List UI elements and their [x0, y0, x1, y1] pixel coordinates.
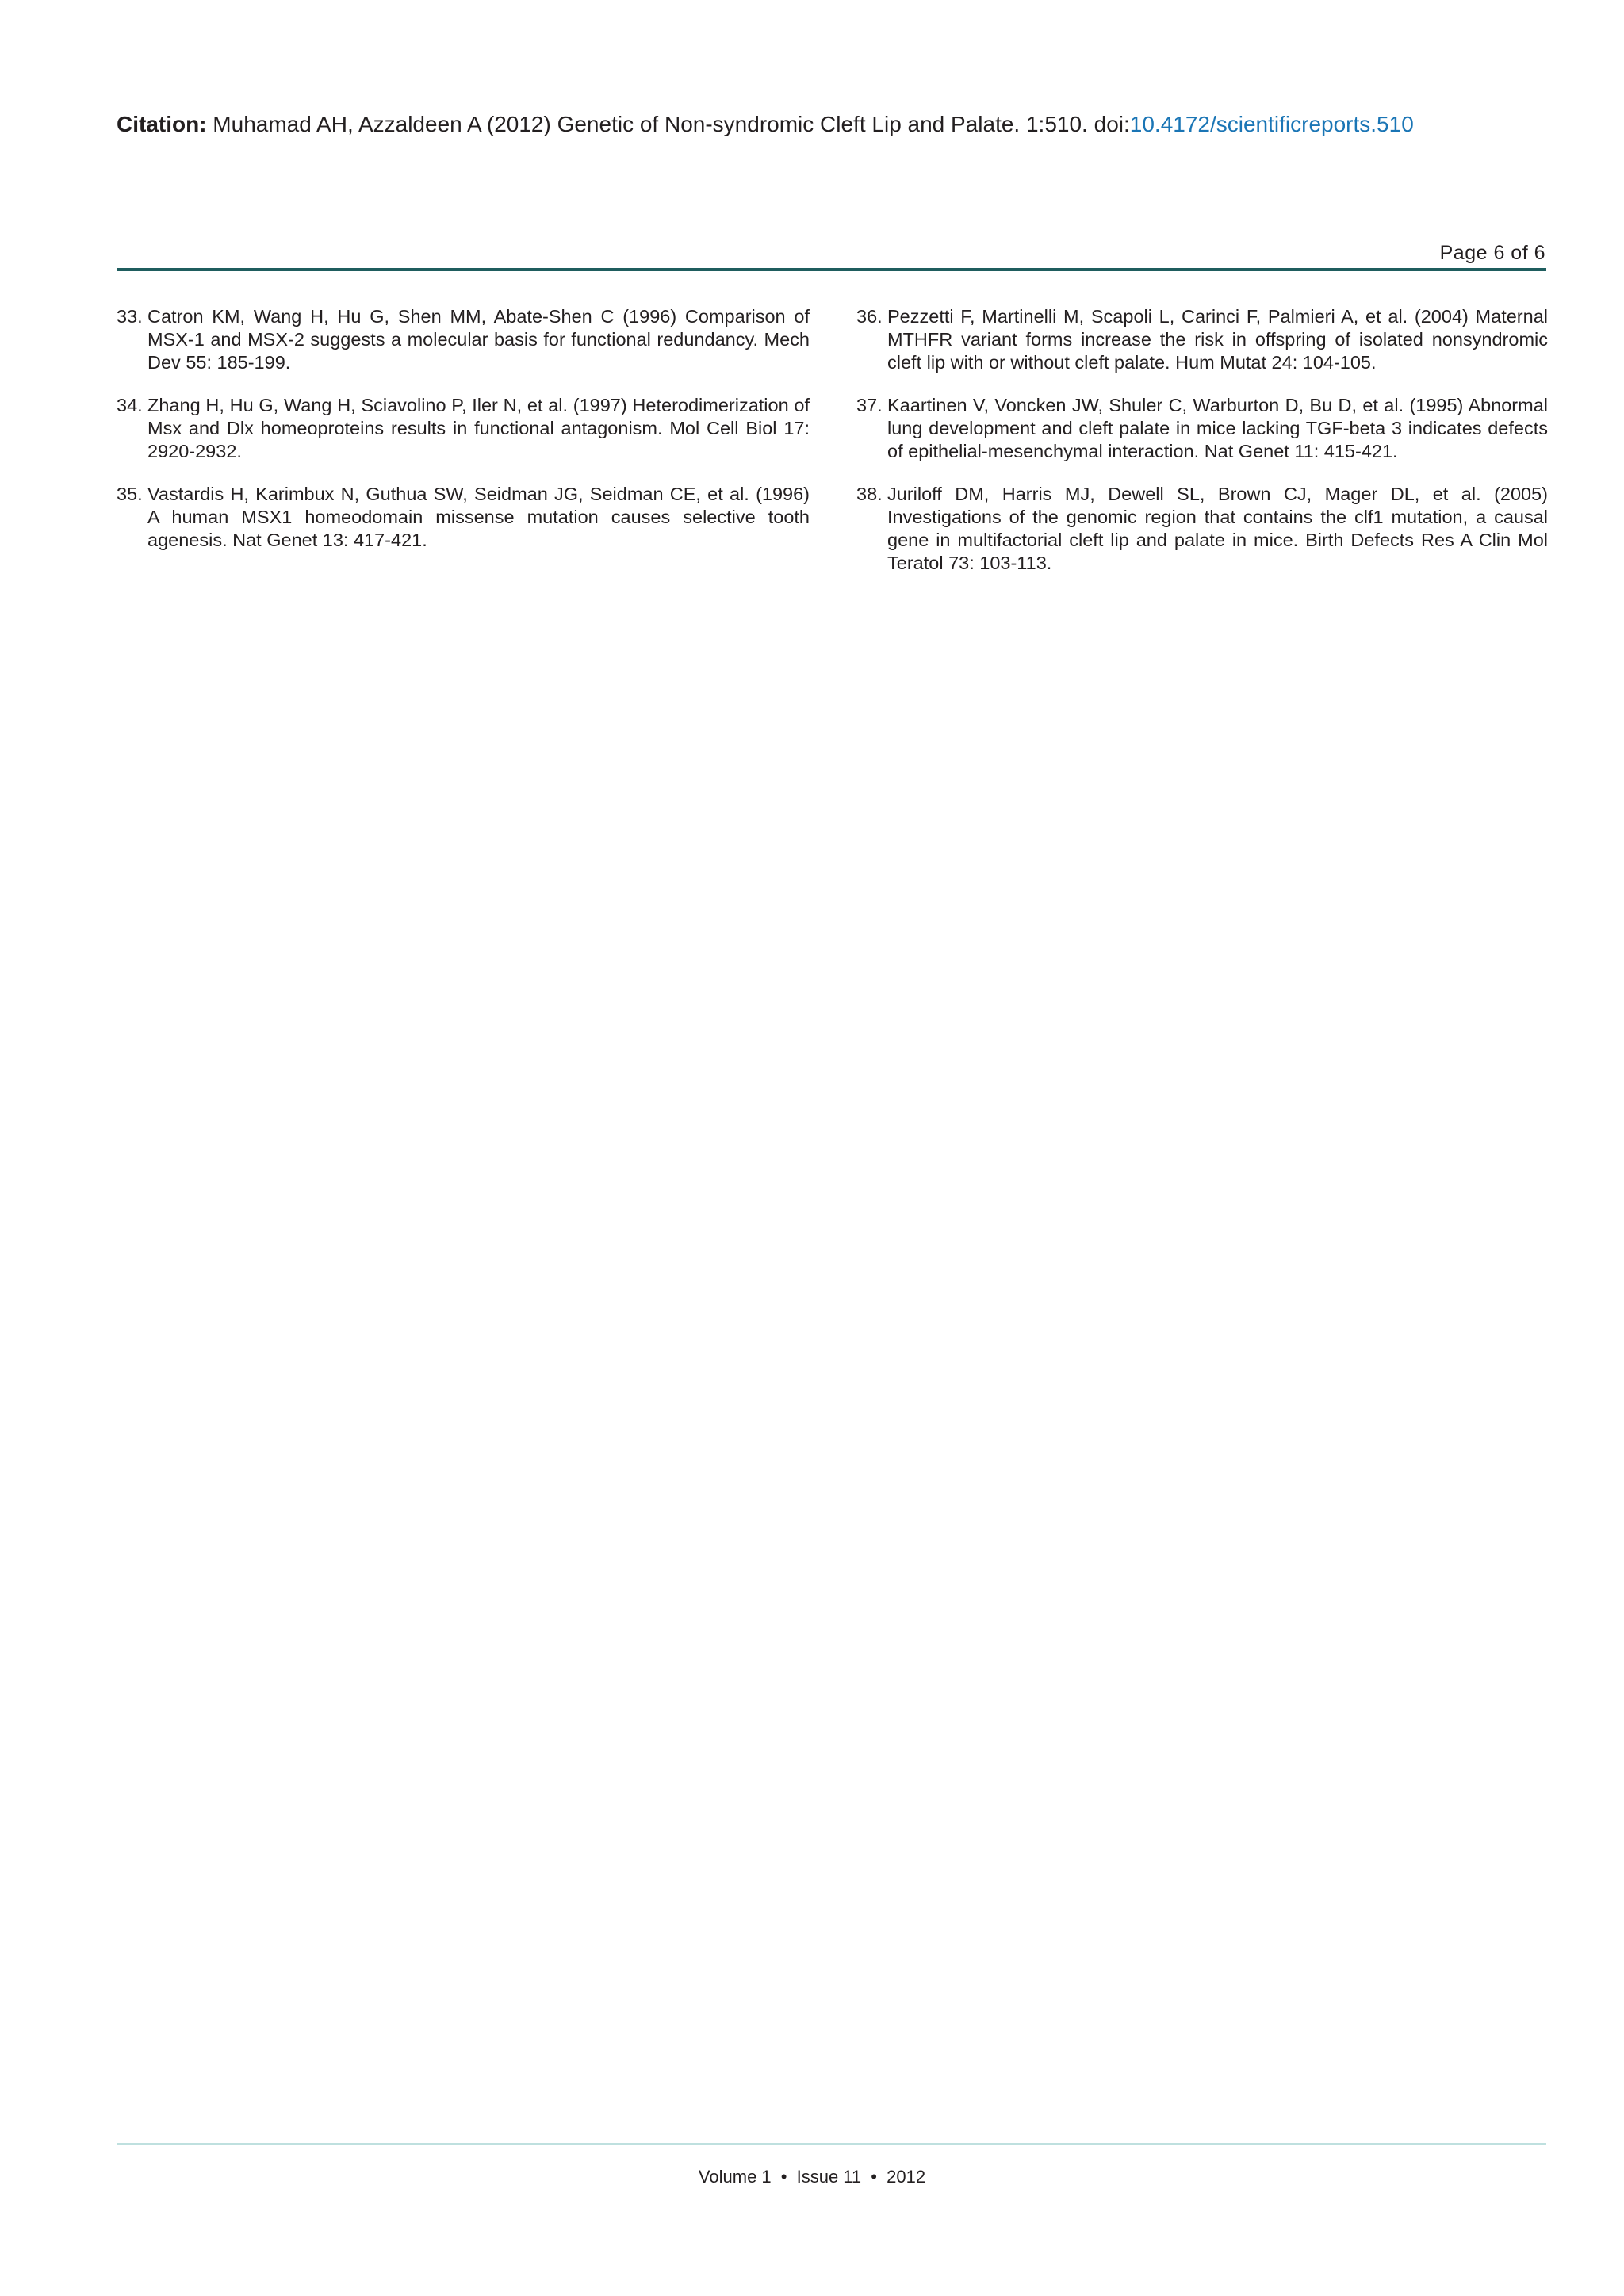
citation-label: Citation: [117, 112, 207, 136]
reference-number: 36. [856, 306, 883, 327]
footer-issue: Issue 11 [796, 2167, 862, 2187]
reference-item [117, 483, 810, 552]
references-left-column [117, 305, 810, 572]
references-right-column [856, 305, 1548, 595]
citation-line [117, 109, 1544, 140]
page-number: Page 6 of 6 [1439, 242, 1545, 264]
reference-item [856, 394, 1548, 463]
reference-text: Catron KM, Wang H, Hu G, Shen MM, Abate-Shen C (1996) Comparison of MSX-1 and MSX-2 suggests a molecular basis for functional redundancy. Mech Dev 55: 185-199. [147, 306, 810, 373]
reference-item [117, 394, 810, 463]
footer [0, 2165, 1624, 2189]
footer-separator: • [780, 2167, 787, 2187]
reference-number: 35. [117, 484, 143, 504]
reference-text: Pezzetti F, Martinelli M, Scapoli L, Carinci F, Palmieri A, et al. (2004) Maternal MTHFR variant forms increase the risk in offspring of isolated nonsyndromic cleft lip with or without cleft palate. Hum Mutat 24: 104-105. [887, 306, 1548, 373]
reference-number: 37. [856, 395, 883, 415]
footer-separator: • [871, 2167, 877, 2187]
reference-item [117, 305, 810, 374]
reference-text: Kaartinen V, Voncken JW, Shuler C, Warburton D, Bu D, et al. (1995) Abnormal lung development and cleft palate in mice lacking TGF-beta 3 indicates defects of epithelial-mesenchymal interaction. Nat Genet 11: 415-421. [887, 395, 1548, 461]
footer-divider [117, 2143, 1546, 2145]
citation-text: Muhamad AH, Azzaldeen A (2012) Genetic of Non-syndromic Cleft Lip and Palate. 1:510. doi: [206, 112, 1130, 136]
reference-number: 33. [117, 306, 143, 327]
reference-number: 34. [117, 395, 143, 415]
doi-link[interactable]: 10.4172/scientificreports.510 [1129, 112, 1414, 136]
reference-number: 38. [856, 484, 883, 504]
footer-volume: Volume 1 [698, 2167, 772, 2187]
reference-item [856, 483, 1548, 575]
reference-item [856, 305, 1548, 374]
reference-text: Vastardis H, Karimbux N, Guthua SW, Seidman JG, Seidman CE, et al. (1996) A human MSX1 homeodomain missense mutation causes selective tooth agenesis. Nat Genet 13: 417-421. [147, 484, 810, 550]
footer-year: 2012 [887, 2167, 926, 2187]
reference-text: Juriloff DM, Harris MJ, Dewell SL, Brown CJ, Mager DL, et al. (2005) Investigations of the genomic region that contains the clf1 mutation, a causal gene in multifactorial cleft lip and palate in mice. Birth Defects Res A Clin Mol Teratol 73: 103-113. [887, 484, 1548, 573]
reference-text: Zhang H, Hu G, Wang H, Sciavolino P, Iler N, et al. (1997) Heterodimerization of Msx and Dlx homeoproteins results in functional antagonism. Mol Cell Biol 17: 2920-2932. [147, 395, 810, 461]
header-divider [117, 268, 1546, 271]
